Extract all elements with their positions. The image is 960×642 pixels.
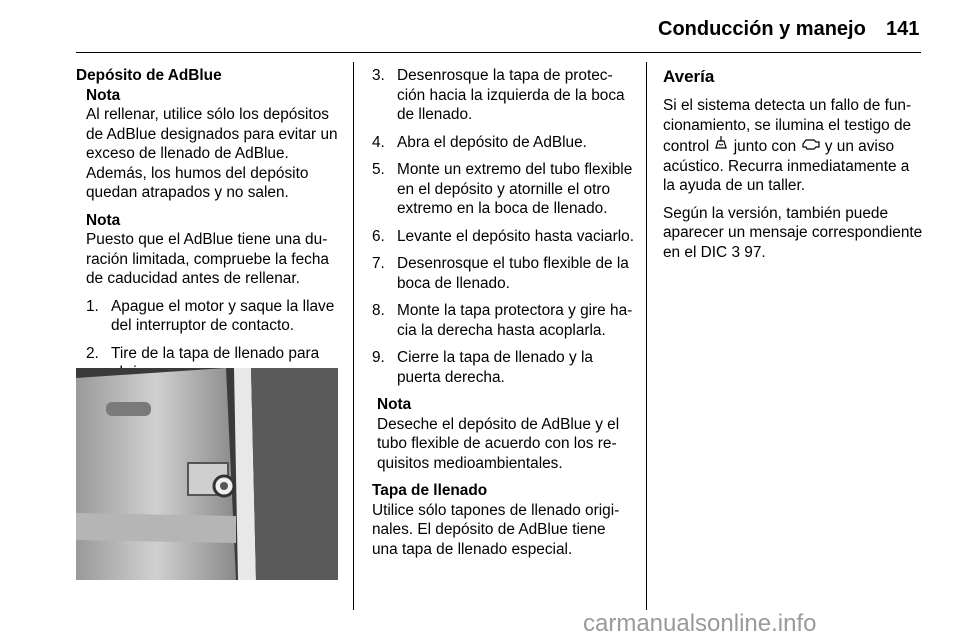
fuel-door-photo	[76, 368, 338, 580]
note-block-2	[86, 211, 342, 289]
step-text: Cierre la tapa de llenado y la puerta derecha.	[397, 349, 593, 386]
step-text: Desenrosque el tubo flexible de la boca de llenado.	[397, 255, 629, 292]
section-title: Depósito de AdBlue	[76, 67, 222, 84]
note-heading: Nota	[377, 396, 412, 413]
dic-text-a: Según la versión, también puede aparecer un mensaje correspondiente en el DIC	[663, 204, 923, 261]
step-number: 1.	[86, 297, 99, 315]
failure-title: Avería	[663, 67, 715, 86]
step-item	[372, 227, 634, 247]
column-divider-1	[353, 62, 354, 610]
page-header-title: Conducción y manejo	[658, 18, 866, 40]
column-3	[663, 66, 923, 270]
step-item	[86, 297, 342, 336]
engine-warning-icon	[801, 137, 821, 157]
note-heading: Nota	[86, 211, 121, 229]
step-number: 2.	[86, 344, 99, 362]
steps-list-2	[372, 66, 634, 387]
page-reference-arrow-icon: 3	[731, 243, 740, 261]
note-heading: Nota	[86, 86, 121, 104]
step-item	[372, 133, 634, 153]
note-text: Puesto que el AdBlue tiene una duración limitada, compruebe la fecha de caducidad antes de rellenar.	[86, 231, 329, 287]
step-number: 8.	[372, 302, 385, 319]
dic-text-b: 97.	[744, 243, 766, 261]
step-number: 5.	[372, 161, 385, 178]
step-text: Desenrosque la tapa de protección hacia la izquierda de la boca de llenado.	[397, 67, 625, 123]
step-text: Tire de la tapa de llenado para	[111, 344, 320, 362]
step-text: Apague el motor y saque la llave del interruptor de contacto.	[111, 297, 335, 334]
note-text: Deseche el depósito de AdBlue y el tubo flexible de acuerdo con los requisitos medioambientales.	[377, 415, 620, 472]
failure-text-b: junto con	[733, 138, 797, 155]
step-text: Levante el depósito hasta vaciarlo.	[397, 227, 634, 245]
adblue-warning-icon	[713, 135, 729, 157]
step-number: 7.	[372, 255, 385, 272]
step-item	[372, 160, 634, 219]
step-number: 3.	[372, 67, 385, 84]
column-1	[76, 66, 342, 391]
failure-paragraph	[663, 96, 923, 196]
fuel-door-illustration	[76, 368, 338, 580]
step-number: 6.	[372, 227, 385, 245]
step-item	[372, 254, 634, 293]
step-item	[372, 348, 634, 387]
step-number: 9.	[372, 349, 385, 366]
header-rule	[76, 52, 921, 53]
note-block-1	[86, 86, 342, 203]
page-number: 141	[886, 18, 920, 40]
step-text: Monte la tapa protectora y gire hacia la derecha hasta acoplarla.	[397, 302, 633, 339]
step-text: Abra el depósito de AdBlue.	[397, 133, 587, 151]
watermark: carmanualsonline.info	[583, 610, 817, 637]
note-block-3	[377, 395, 634, 473]
step-text: Monte un extremo del tubo flexible en el depósito y atornille el otro extremo en la boca de llenado.	[397, 161, 633, 217]
step-item	[372, 66, 634, 125]
step-item	[372, 301, 634, 340]
subsection-text: Utilice sólo tapones de llenado originales. El depósito de AdBlue tiene una tapa de llenado especial.	[372, 501, 620, 558]
column-divider-2	[646, 62, 647, 610]
column-2	[372, 66, 634, 567]
note-text: Al rellenar, utilice sólo los depósitos de AdBlue designados para evitar un exceso de llenado de AdBlue. Además, los humos del depósito quedan atrapados y no salen.	[86, 106, 338, 201]
failure-text-a: Si el sistema detecta un fallo de funcionamiento, se ilumina el testigo de control	[663, 97, 912, 155]
subsection-title: Tapa de llenado	[372, 482, 488, 499]
dic-paragraph	[663, 204, 923, 263]
failure-text-c: y un aviso acústico. Recurra inmediatamente a la ayuda de un taller.	[663, 138, 910, 194]
step-number: 4.	[372, 133, 385, 151]
